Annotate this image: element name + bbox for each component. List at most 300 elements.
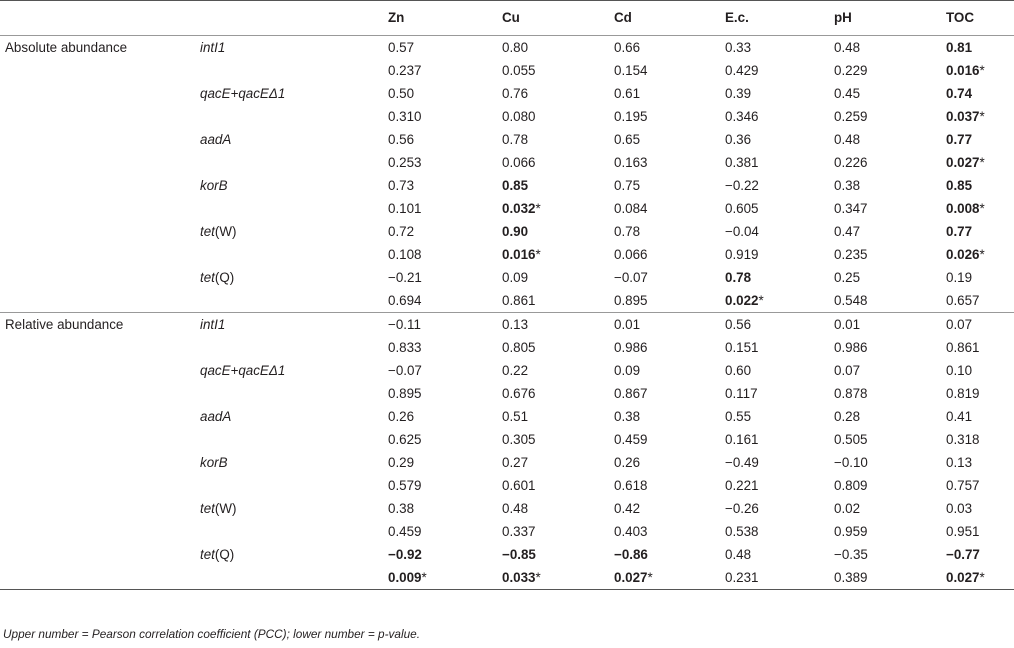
significance-marker: * [758, 293, 764, 308]
cell-value: 0.13 [502, 317, 529, 332]
gene-label [200, 105, 388, 128]
pvalue-cell [946, 336, 1014, 359]
pvalue-cell [614, 474, 725, 497]
section-name: Relative abundance [5, 317, 124, 332]
cell-value: 0.459 [614, 432, 648, 447]
gene-label [200, 520, 388, 543]
pcc-cell [388, 451, 502, 474]
pvalue-cell [946, 382, 1014, 405]
cell-value: 0.403 [614, 524, 648, 539]
cell-value: 0.07 [834, 363, 861, 378]
table-row [0, 82, 1014, 105]
pcc-cell [502, 36, 614, 60]
pvalue-cell [834, 289, 946, 313]
section-label [0, 197, 200, 220]
pvalue-cell [946, 243, 1014, 266]
pcc-cell [502, 497, 614, 520]
table-row [0, 543, 1014, 566]
gene-name: tet [200, 501, 215, 516]
cell-value: 0.26 [614, 455, 641, 470]
pcc-cell [946, 405, 1014, 428]
cell-value: 0.259 [834, 109, 868, 124]
section-label [0, 313, 200, 337]
pcc-cell [388, 128, 502, 151]
significance-marker: * [979, 155, 985, 170]
pvalue-cell [388, 336, 502, 359]
pcc-cell [614, 405, 725, 428]
cell-value: 0.694 [388, 293, 422, 308]
cell-value: 0.161 [725, 432, 759, 447]
pvalue-cell [725, 520, 834, 543]
cell-value: 0.805 [502, 340, 536, 355]
gene-label [200, 359, 388, 382]
pvalue-cell [946, 197, 1014, 220]
gene-suffix: (W) [214, 224, 237, 239]
cell-value: 0.226 [834, 155, 868, 170]
pvalue-cell [388, 382, 502, 405]
header-cell-zn: Zn [388, 1, 502, 36]
gene-suffix: (Q) [214, 547, 235, 562]
gene-name: intI1 [200, 40, 226, 55]
pcc-cell [834, 36, 946, 60]
gene-label [200, 428, 388, 451]
cell-value: 0.78 [725, 270, 752, 285]
cell-value: −0.04 [725, 224, 759, 239]
pcc-cell [834, 82, 946, 105]
cell-value: 0.117 [725, 386, 758, 401]
pvalue-cell [502, 151, 614, 174]
gene-name: korB [200, 455, 228, 470]
cell-value: 0.80 [502, 40, 529, 55]
cell-value: 0.026 [946, 247, 980, 262]
pcc-cell [502, 451, 614, 474]
significance-marker: * [979, 109, 985, 124]
gene-label [200, 405, 388, 428]
cell-value: 0.77 [946, 132, 973, 147]
cell-value: 0.861 [502, 293, 536, 308]
cell-value: 0.38 [614, 409, 641, 424]
gene-label [200, 313, 388, 337]
cell-value: −0.86 [614, 547, 648, 562]
cell-value: 0.337 [502, 524, 536, 539]
pvalue-cell [946, 59, 1014, 82]
gene-label [200, 151, 388, 174]
gene-label [200, 59, 388, 82]
table-row [0, 520, 1014, 543]
table-row [0, 197, 1014, 220]
cell-value: 0.66 [614, 40, 641, 55]
gene-label [200, 243, 388, 266]
cell-value: 0.009 [388, 570, 422, 585]
cell-value: 0.429 [725, 63, 759, 78]
cell-value: 0.878 [834, 386, 868, 401]
pvalue-cell [502, 382, 614, 405]
cell-value: 0.625 [388, 432, 422, 447]
cell-value: 0.03 [946, 501, 973, 516]
pcc-cell [834, 451, 946, 474]
pvalue-cell [502, 105, 614, 128]
table-row [0, 451, 1014, 474]
significance-marker: * [979, 201, 985, 216]
pcc-cell [834, 174, 946, 197]
pcc-cell [946, 82, 1014, 105]
significance-marker: * [979, 570, 985, 585]
pvalue-cell [614, 197, 725, 220]
gene-name: intI1 [200, 317, 226, 332]
pcc-cell [946, 313, 1014, 337]
pcc-cell [834, 220, 946, 243]
pvalue-cell [834, 197, 946, 220]
gene-suffix: (Q) [214, 270, 235, 285]
pcc-cell [946, 174, 1014, 197]
cell-value: 0.74 [946, 86, 973, 101]
gene-suffix: (W) [214, 501, 237, 516]
pcc-cell [614, 220, 725, 243]
pvalue-cell [946, 289, 1014, 313]
header-cell-toc: TOC [946, 1, 1014, 36]
pvalue-cell [834, 382, 946, 405]
cell-value: 0.027 [614, 570, 648, 585]
cell-value: 0.47 [834, 224, 861, 239]
pvalue-cell [834, 428, 946, 451]
pvalue-cell [725, 243, 834, 266]
pcc-cell [946, 266, 1014, 289]
pvalue-cell [834, 474, 946, 497]
pvalue-cell [502, 59, 614, 82]
section-label [0, 474, 200, 497]
cell-value: 0.986 [834, 340, 868, 355]
header-cell-cd: Cd [614, 1, 725, 36]
pvalue-cell [946, 520, 1014, 543]
gene-label [200, 543, 388, 566]
pcc-cell [725, 174, 834, 197]
cell-value: 0.809 [834, 478, 868, 493]
cell-value: −0.10 [834, 455, 868, 470]
cell-value: 0.48 [834, 40, 861, 55]
pvalue-cell [502, 336, 614, 359]
cell-value: 0.231 [725, 570, 759, 585]
table-row [0, 313, 1014, 337]
pcc-cell [834, 266, 946, 289]
pvalue-cell [946, 151, 1014, 174]
pvalue-cell [388, 59, 502, 82]
cell-value: 0.027 [946, 155, 980, 170]
gene-name: tet [200, 224, 215, 239]
pvalue-cell [725, 105, 834, 128]
pvalue-cell [502, 243, 614, 266]
cell-value: 0.579 [388, 478, 422, 493]
pvalue-cell [614, 520, 725, 543]
pvalue-cell [388, 428, 502, 451]
gene-name: tet [200, 270, 215, 285]
cell-value: 0.57 [388, 40, 415, 55]
cell-value: 0.39 [725, 86, 752, 101]
cell-value: 0.833 [388, 340, 422, 355]
pvalue-cell [834, 151, 946, 174]
pcc-cell [388, 36, 502, 60]
significance-marker: * [979, 247, 985, 262]
pvalue-cell [614, 566, 725, 590]
cell-value: 0.055 [502, 63, 536, 78]
pcc-cell [725, 82, 834, 105]
pvalue-cell [614, 382, 725, 405]
cell-value: 0.38 [834, 178, 861, 193]
cell-value: 0.221 [725, 478, 759, 493]
pvalue-cell [834, 59, 946, 82]
cell-value: −0.35 [834, 547, 868, 562]
cell-value: −0.92 [388, 547, 422, 562]
pcc-cell [834, 128, 946, 151]
table-row [0, 36, 1014, 60]
table-row [0, 243, 1014, 266]
pcc-cell [614, 497, 725, 520]
pvalue-cell [725, 151, 834, 174]
cell-value: 0.066 [614, 247, 648, 262]
cell-value: 0.48 [502, 501, 529, 516]
section-label [0, 105, 200, 128]
cell-value: 0.76 [502, 86, 529, 101]
pcc-cell [614, 266, 725, 289]
pvalue-cell [388, 520, 502, 543]
pcc-cell [388, 543, 502, 566]
cell-value: 0.080 [502, 109, 536, 124]
pcc-cell [725, 220, 834, 243]
gene-label [200, 128, 388, 151]
cell-value: 0.56 [725, 317, 752, 332]
section-label [0, 266, 200, 289]
cell-value: 0.48 [725, 547, 752, 562]
pcc-cell [388, 497, 502, 520]
cell-value: 0.505 [834, 432, 868, 447]
section-label [0, 520, 200, 543]
cell-value: 0.29 [388, 455, 415, 470]
pcc-cell [614, 128, 725, 151]
pcc-cell [725, 497, 834, 520]
gene-label [200, 382, 388, 405]
pvalue-cell [388, 243, 502, 266]
section-label [0, 566, 200, 590]
pcc-cell [614, 313, 725, 337]
pvalue-cell [834, 105, 946, 128]
cell-value: 0.85 [946, 178, 973, 193]
table-footnote: Upper number = Pearson correlation coefficient (PCC); lower number = p-value. [3, 627, 421, 641]
pcc-cell [725, 543, 834, 566]
gene-label [200, 497, 388, 520]
cell-value: 0.318 [946, 432, 980, 447]
cell-value: 0.538 [725, 524, 759, 539]
header-cell-cu: Cu [502, 1, 614, 36]
cell-value: −0.26 [725, 501, 759, 516]
cell-value: 0.867 [614, 386, 648, 401]
cell-value: 0.032 [502, 201, 536, 216]
pcc-cell [614, 36, 725, 60]
pcc-cell [502, 174, 614, 197]
cell-value: 0.73 [388, 178, 415, 193]
gene-name: aadA [200, 409, 232, 424]
cell-value: 0.084 [614, 201, 648, 216]
cell-value: −0.21 [388, 270, 422, 285]
cell-value: 0.01 [834, 317, 861, 332]
cell-value: 0.459 [388, 524, 422, 539]
section-label [0, 36, 200, 60]
section-label [0, 151, 200, 174]
gene-name: aadA [200, 132, 232, 147]
cell-value: 0.81 [946, 40, 973, 55]
section-label [0, 174, 200, 197]
cell-value: 0.27 [502, 455, 529, 470]
pvalue-cell [502, 197, 614, 220]
pvalue-cell [834, 520, 946, 543]
cell-value: 0.41 [946, 409, 973, 424]
pcc-cell [502, 543, 614, 566]
pvalue-cell [946, 105, 1014, 128]
cell-value: 0.61 [614, 86, 641, 101]
cell-value: 0.601 [502, 478, 536, 493]
significance-marker: * [421, 570, 427, 585]
cell-value: 0.07 [946, 317, 973, 332]
table-row [0, 59, 1014, 82]
cell-value: 0.60 [725, 363, 752, 378]
pcc-cell [946, 36, 1014, 60]
cell-value: 0.108 [388, 247, 422, 262]
cell-value: 0.951 [946, 524, 980, 539]
cell-value: 0.28 [834, 409, 861, 424]
cell-value: 0.01 [614, 317, 641, 332]
gene-label [200, 82, 388, 105]
cell-value: 0.919 [725, 247, 759, 262]
section-label [0, 289, 200, 313]
pcc-cell [502, 82, 614, 105]
cell-value: 0.09 [614, 363, 641, 378]
cell-value: 0.237 [388, 63, 422, 78]
pcc-cell [502, 220, 614, 243]
pvalue-cell [725, 474, 834, 497]
cell-value: 0.895 [388, 386, 422, 401]
cell-value: 0.101 [388, 201, 422, 216]
significance-marker: * [979, 63, 985, 78]
cell-value: 0.75 [614, 178, 641, 193]
cell-value: 0.55 [725, 409, 752, 424]
pcc-cell [834, 497, 946, 520]
table-row [0, 497, 1014, 520]
table-row [0, 289, 1014, 313]
cell-value: 0.09 [502, 270, 529, 285]
pcc-cell [946, 497, 1014, 520]
pcc-cell [388, 266, 502, 289]
cell-value: 0.33 [725, 40, 752, 55]
pcc-cell [725, 359, 834, 382]
cell-value: 0.51 [502, 409, 529, 424]
pvalue-cell [502, 428, 614, 451]
cell-value: 0.757 [946, 478, 980, 493]
gene-name: tet [200, 547, 215, 562]
header-cell [200, 1, 388, 36]
significance-marker: * [535, 201, 541, 216]
cell-value: 0.02 [834, 501, 861, 516]
pvalue-cell [502, 520, 614, 543]
pcc-cell [946, 543, 1014, 566]
cell-value: 0.033 [502, 570, 536, 585]
pcc-cell [502, 266, 614, 289]
pcc-cell [388, 313, 502, 337]
section-name: Absolute abundance [5, 40, 128, 55]
cell-value: 0.022 [725, 293, 759, 308]
pcc-cell [725, 128, 834, 151]
table-row [0, 174, 1014, 197]
cell-value: 0.389 [834, 570, 868, 585]
pcc-cell [834, 405, 946, 428]
cell-value: −0.49 [725, 455, 759, 470]
gene-label [200, 451, 388, 474]
pvalue-cell [834, 566, 946, 590]
gene-label [200, 36, 388, 60]
section-label [0, 428, 200, 451]
section-label [0, 59, 200, 82]
pvalue-cell [725, 566, 834, 590]
gene-label [200, 566, 388, 590]
pcc-cell [946, 128, 1014, 151]
cell-value: 0.548 [834, 293, 868, 308]
table-row [0, 128, 1014, 151]
table-body [0, 36, 1014, 590]
cell-value: 0.305 [502, 432, 536, 447]
pcc-cell [946, 359, 1014, 382]
pcc-cell [834, 543, 946, 566]
table-row [0, 105, 1014, 128]
cell-value: −0.07 [614, 270, 648, 285]
section-label [0, 497, 200, 520]
section-label [0, 359, 200, 382]
cell-value: 0.037 [946, 109, 980, 124]
pvalue-cell [388, 151, 502, 174]
pvalue-cell [725, 59, 834, 82]
gene-label [200, 220, 388, 243]
pcc-cell [388, 359, 502, 382]
gene-label [200, 174, 388, 197]
section-label [0, 336, 200, 359]
table-row [0, 428, 1014, 451]
pvalue-cell [614, 105, 725, 128]
cell-value: 0.22 [502, 363, 529, 378]
table-row [0, 359, 1014, 382]
pcc-cell [614, 451, 725, 474]
pcc-cell [725, 451, 834, 474]
pcc-cell [388, 220, 502, 243]
cell-value: 0.154 [614, 63, 648, 78]
pvalue-cell [725, 428, 834, 451]
cell-value: 0.346 [725, 109, 759, 124]
section-label [0, 82, 200, 105]
pvalue-cell [388, 474, 502, 497]
cell-value: 0.19 [946, 270, 973, 285]
cell-value: −0.07 [388, 363, 422, 378]
table-row [0, 151, 1014, 174]
cell-value: 0.10 [946, 363, 973, 378]
header-cell [0, 1, 200, 36]
gene-label [200, 474, 388, 497]
pvalue-cell [725, 336, 834, 359]
pcc-cell [388, 405, 502, 428]
cell-value: 0.50 [388, 86, 415, 101]
section-label [0, 382, 200, 405]
pvalue-cell [614, 289, 725, 313]
pcc-cell [725, 405, 834, 428]
pvalue-cell [614, 428, 725, 451]
pvalue-cell [725, 197, 834, 220]
cell-value: 0.48 [834, 132, 861, 147]
cell-value: 0.235 [834, 247, 868, 262]
cell-value: 0.72 [388, 224, 415, 239]
